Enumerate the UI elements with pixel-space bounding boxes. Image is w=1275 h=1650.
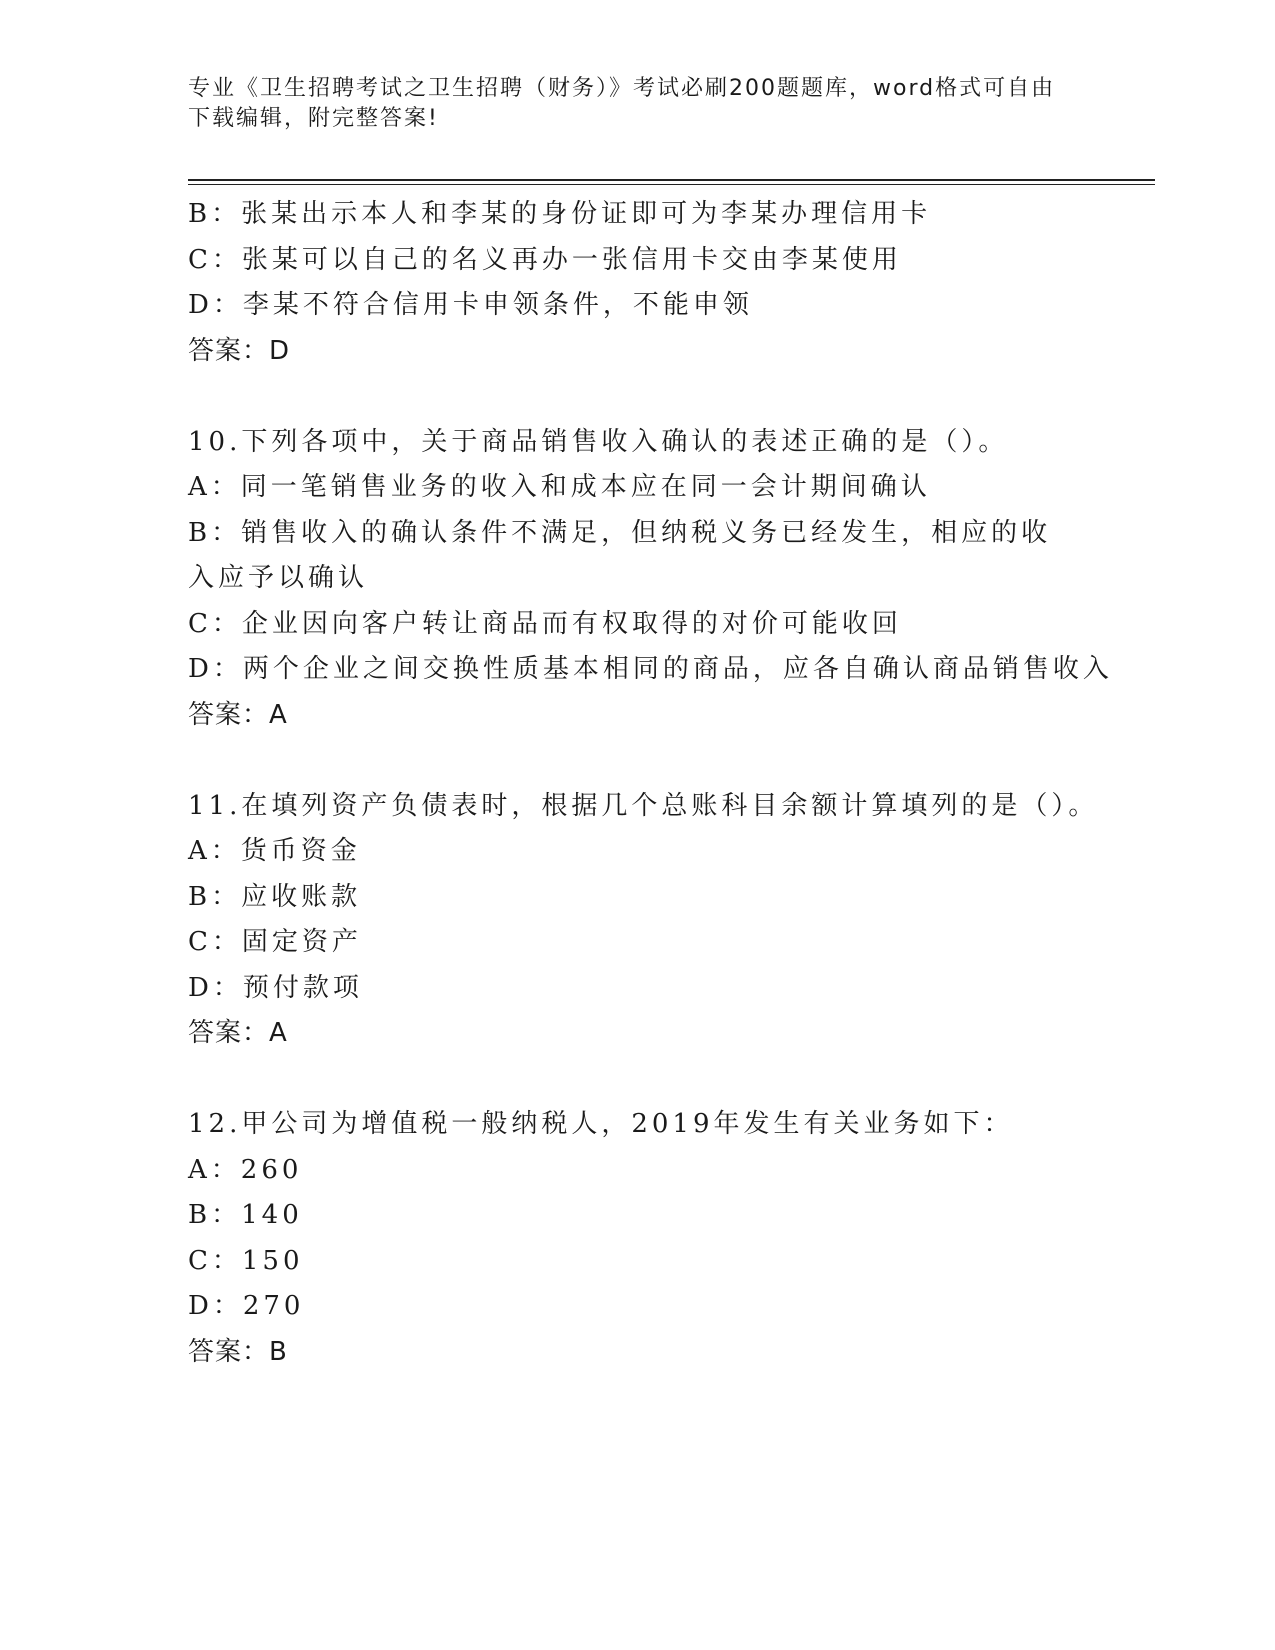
answer: 答案：D [188, 335, 291, 366]
spacer [188, 374, 1088, 420]
spacer [188, 738, 1088, 784]
question-10 [188, 420, 1113, 739]
header-rule-thin [188, 184, 1155, 185]
answer: 答案：B [188, 1336, 288, 1367]
document-header: 专业《卫生招聘考试之卫生招聘（财务）》考试必刷200题题库，word格式可自由下载编辑，附完整答案! [188, 76, 1056, 131]
question-stem: 10.下列各项中，关于商品销售收入确认的表述正确的是（）。 [188, 426, 1009, 457]
question-9-continued [188, 192, 1088, 374]
answer: 答案：A [188, 1018, 288, 1048]
option-b: B：销售收入的确认条件不满足，但纳税义务已经发生，相应的收入应予以确认 [188, 517, 1052, 593]
question-11 [188, 784, 1099, 1057]
option-c: C：张某可以自己的名义再办一张信用卡交由李某使用 [188, 244, 902, 275]
option-b: B：应收账款 [188, 881, 362, 912]
option-c: C：企业因向客户转让商品而有权取得的对价可能收回 [188, 608, 902, 639]
answer: 答案：A [188, 699, 288, 730]
option-d: D：预付款项 [188, 972, 363, 1003]
question-stem: 11.在填列资产负债表时，根据几个总账科目余额计算填列的是（）。 [188, 790, 1099, 821]
option-c: C：固定资产 [188, 927, 362, 957]
option-d: D：270 [188, 1291, 305, 1321]
option-b: B：140 [188, 1200, 303, 1230]
option-a: A：货币资金 [188, 836, 361, 866]
question-12 [188, 1102, 1088, 1375]
option-a: A：同一笔销售业务的收入和成本应在同一会计期间确认 [188, 472, 931, 502]
option-a: A：260 [188, 1154, 303, 1185]
header-rule-thick [188, 179, 1155, 181]
option-b: B：张某出示本人和李某的身份证即可为李某办理信用卡 [188, 199, 932, 229]
question-stem: 12.甲公司为增值税一般纳税人，2019年发生有关业务如下： [188, 1109, 1014, 1139]
question-content [188, 192, 1113, 1375]
option-d: D：两个企业之间交换性质基本相同的商品，应各自确认商品销售收入 [188, 654, 1113, 684]
option-c: C：150 [188, 1245, 304, 1276]
spacer [188, 1057, 1088, 1103]
option-d: D：李某不符合信用卡申领条件，不能申领 [188, 290, 753, 320]
